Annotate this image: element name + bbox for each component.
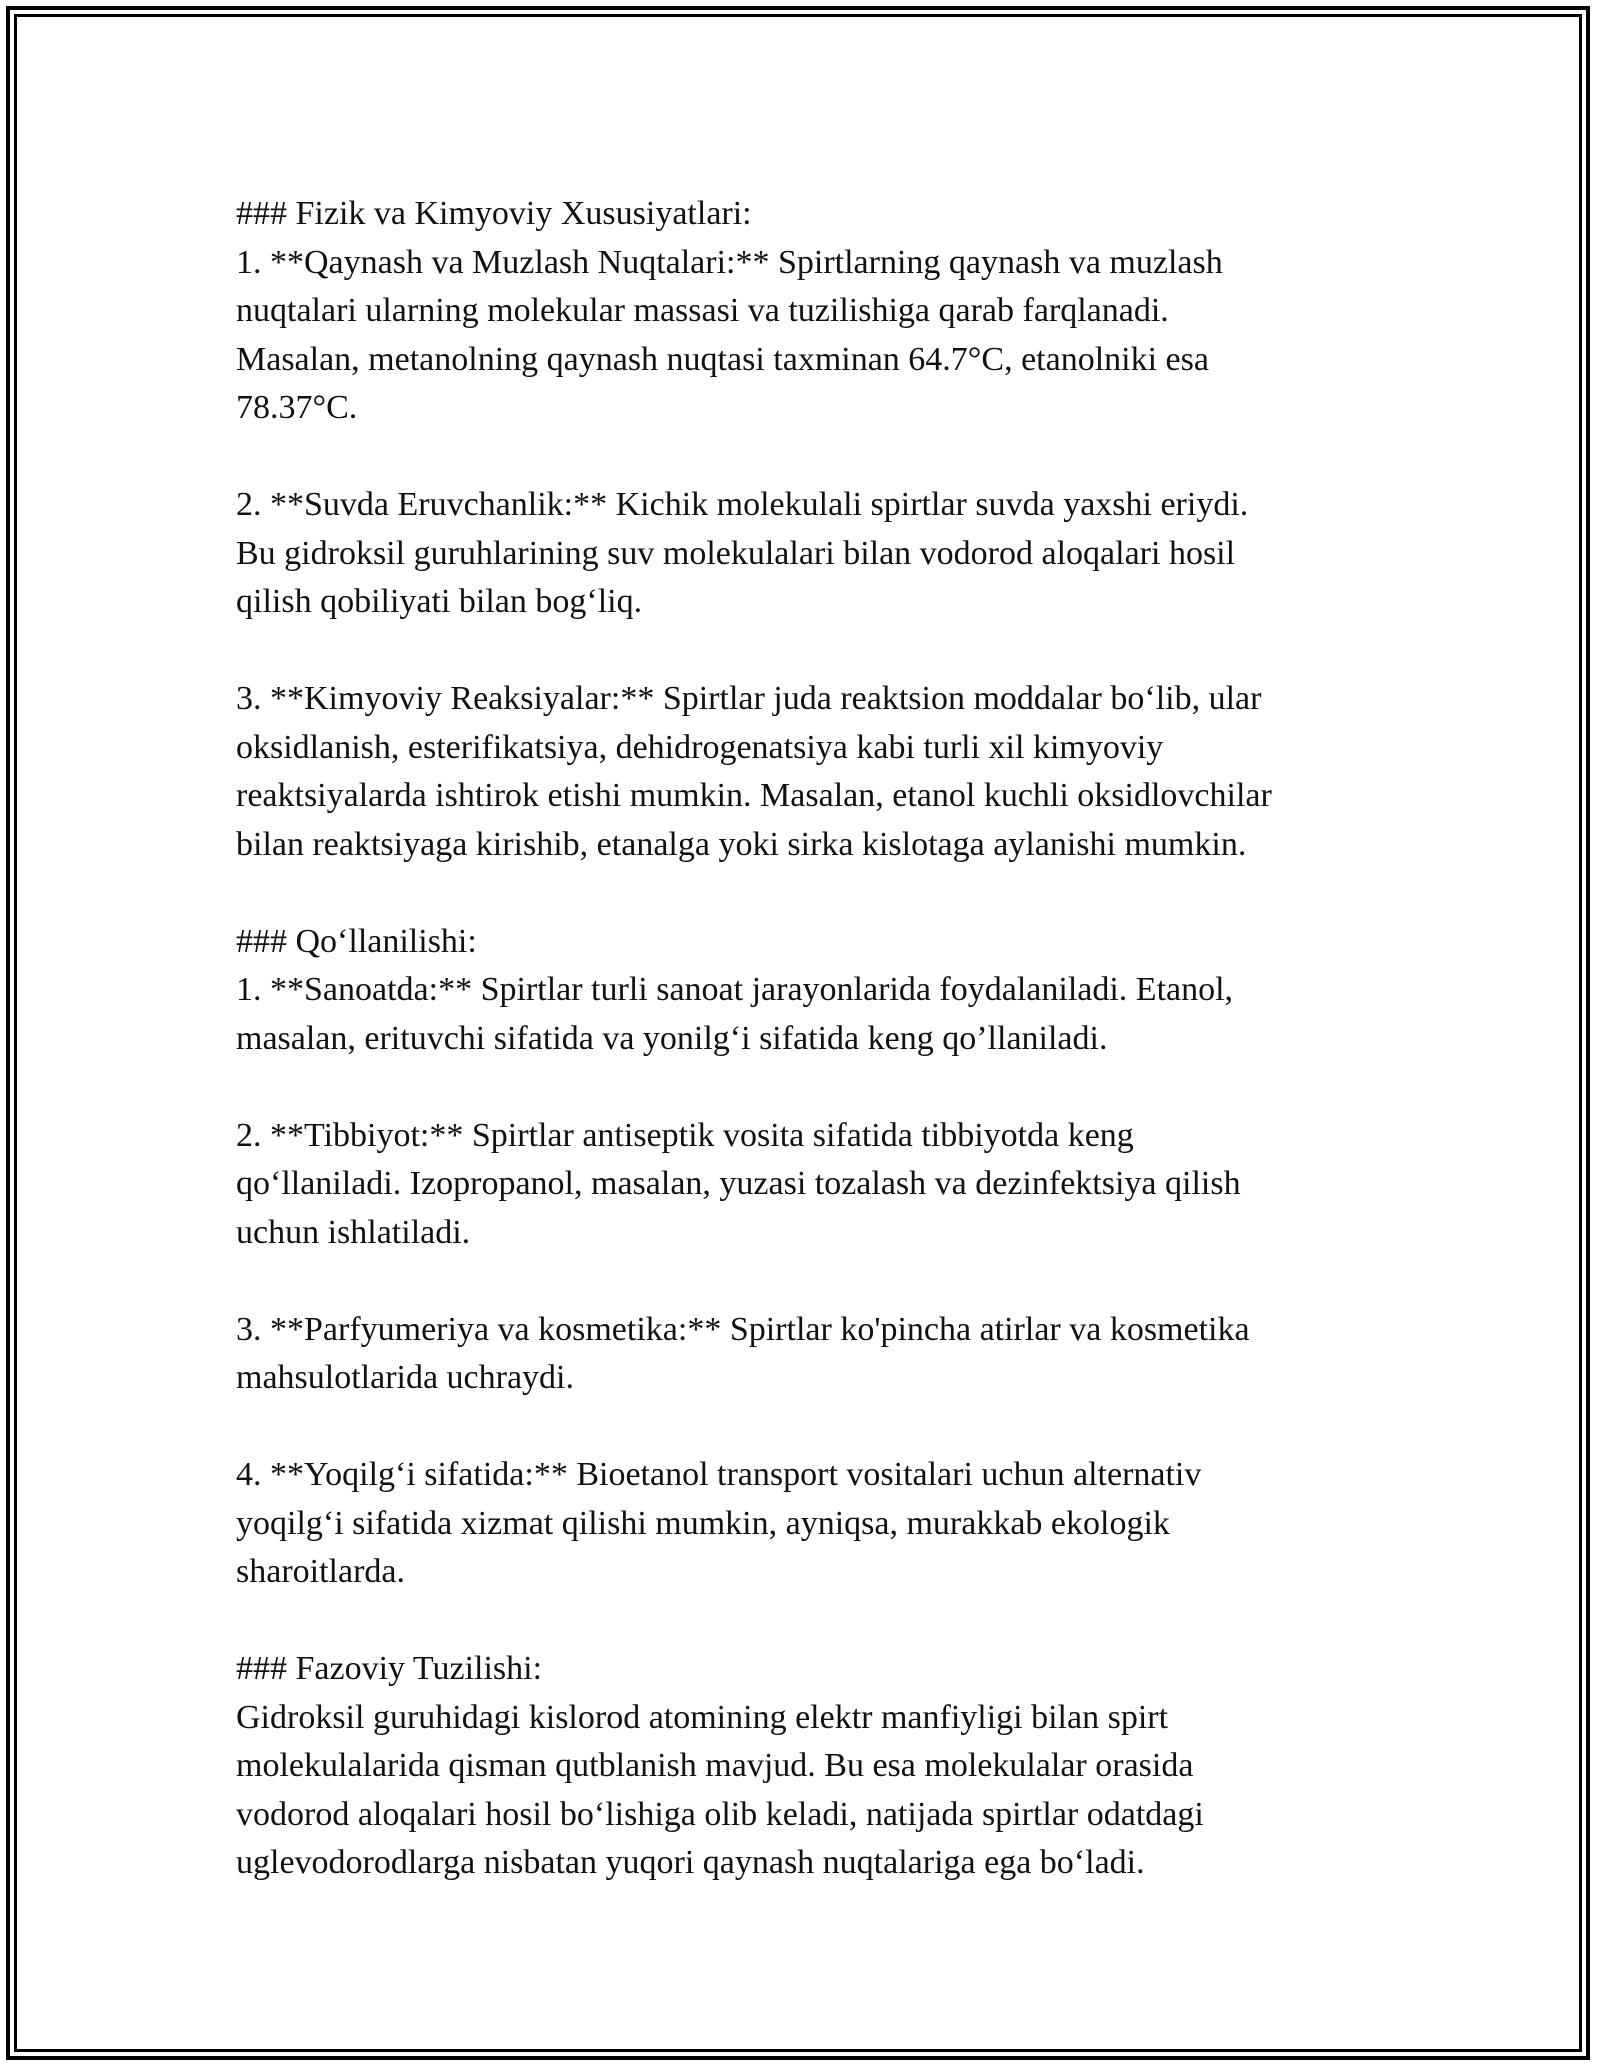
text-line: reaktsiyalarda ishtirok etishi mumkin. Masalan, etanol kuchli oksidlovchilar — [236, 777, 1272, 814]
text-line: Masalan, metanolning qaynash nuqtasi taxminan 64.7°C, etanolniki esa — [236, 340, 1209, 378]
blank-line — [236, 1597, 1366, 1646]
text-line: 3. **Parfyumeriya va kosmetika:** Spirtlar ko'pincha atirlar va kosmetika — [236, 1310, 1250, 1348]
text-line: Bu gidroksil guruhlarining suv molekulalari bilan vodorod aloqalari hosil — [236, 534, 1236, 572]
blank-line — [236, 1063, 1366, 1112]
text-line: Gidroksil guruhidagi kislorod atomining elektr manfiyligi bilan spirt — [236, 1698, 1169, 1736]
text-line: uglevodorodlarga nisbatan yuqori qaynash nuqtalariga ega bo‘ladi. — [236, 1844, 1145, 1881]
blank-line — [236, 869, 1366, 918]
text-line: masalan, erituvchi sifatida va yonilg‘i sifatida keng qo’llaniladi. — [236, 1019, 1108, 1057]
text-line: bilan reaktsiyaga kirishib, etanalga yoki sirka kislotaga aylanishi mumkin. — [236, 825, 1247, 863]
heading-applications: ### Qo‘llanilishi: — [236, 922, 477, 960]
text-line: oksidlanish, esterifikatsiya, dehidrogenatsiya kabi turli xil kimyoviy — [236, 728, 1164, 766]
text-line: mahsulotlarida uchraydi. — [236, 1359, 575, 1396]
blank-line — [236, 433, 1366, 482]
heading-physical-chemical-properties: ### Fizik va Kimyoviy Xususiyatlari: — [236, 195, 752, 232]
text-line: sharoitlarda. — [236, 1553, 405, 1590]
text-line: 2. **Tibbiyot:** Spirtlar antiseptik vosita sifatida tibbiyotda keng — [236, 1116, 1134, 1154]
text-line: 2. **Suvda Eruvchanlik:** Kichik molekulali spirtlar suvda yaxshi eriydi. — [236, 486, 1249, 523]
heading-spatial-structure: ### Fazoviy Tuzilishi: — [236, 1650, 543, 1687]
blank-line — [236, 627, 1366, 676]
text-line: nuqtalari ularning molekular massasi va tuzilishiga qarab farqlanadi. — [236, 292, 1169, 329]
text-line: yoqilg‘i sifatida xizmat qilishi mumkin, ayniqsa, murakkab ekologik — [236, 1504, 1170, 1542]
text-line: 1. **Sanoatda:** Spirtlar turli sanoat jarayonlarida foydalaniladi. Etanol, — [236, 971, 1234, 1008]
text-line: uchun ishlatiladi. — [236, 1213, 471, 1251]
text-line: 78.37°C. — [236, 389, 358, 426]
text-line: qo‘llaniladi. Izopropanol, masalan, yuzasi tozalash va dezinfektsiya qilish — [236, 1165, 1241, 1202]
document-body — [236, 190, 1366, 1888]
text-line: qilish qobiliyati bilan bog‘liq. — [236, 583, 643, 620]
text-line: 3. **Kimyoviy Reaksiyalar:** Spirtlar juda reaktsion moddalar bo‘lib, ular — [236, 680, 1262, 717]
blank-line — [236, 1257, 1366, 1306]
text-line: 4. **Yoqilg‘i sifatida:** Bioetanol transport vositalari uchun alternativ — [236, 1456, 1202, 1493]
text-line: molekulalarida qisman qutblanish mavjud. Bu esa molekulalar orasida — [236, 1747, 1194, 1784]
text-line: vodorod aloqalari hosil bo‘lishiga olib keladi, natijada spirtlar odatdagi — [236, 1795, 1204, 1833]
blank-line — [236, 1403, 1366, 1452]
text-line: 1. **Qaynash va Muzlash Nuqtalari:** Spirtlarning qaynash va muzlash — [236, 243, 1223, 281]
